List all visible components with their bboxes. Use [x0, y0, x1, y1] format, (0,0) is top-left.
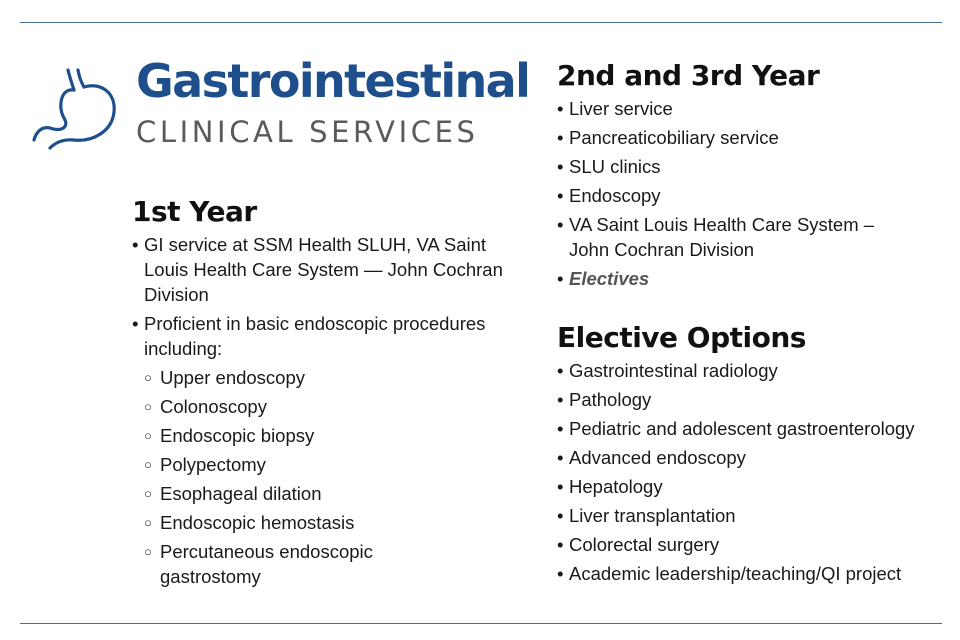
first-year-section [132, 196, 512, 589]
bullet-icon: • [557, 389, 564, 410]
elective-options-section [557, 322, 937, 586]
elective-options-list [557, 358, 937, 586]
brand-subtitle: CLINICAL SERVICES [136, 115, 479, 149]
sub-list-item: ○ Esophageal dilation [144, 483, 322, 504]
hollow-bullet-icon: ○ [144, 515, 152, 530]
brand-title: Gastrointestinal [136, 54, 530, 108]
sub-list-item: ○ Endoscopic biopsy [144, 425, 315, 446]
bottom-divider [20, 623, 942, 624]
hollow-bullet-icon: ○ [144, 486, 152, 501]
list-item: • Proficient in basic endoscopic procedures including: [132, 313, 486, 359]
first-year-list [132, 232, 512, 589]
list-item: • Liver service [557, 98, 673, 119]
bullet-icon: • [557, 156, 564, 177]
list-item: • GI service at SSM Health SLUH, VA Saint Louis Health Care System — John Cochran Division [132, 234, 503, 305]
sub-list-item: ○ Endoscopic hemostasis [144, 512, 355, 533]
list-item: • Pathology [557, 389, 652, 410]
bullet-icon: • [132, 234, 139, 255]
bullet-icon: • [557, 563, 564, 584]
list-item: • Advanced endoscopy [557, 447, 746, 468]
list-item: • Pancreaticobiliary service [557, 127, 779, 148]
stomach-icon [30, 66, 122, 158]
list-item: • Pediatric and adolescent gastroenterology [557, 418, 915, 439]
hollow-bullet-icon: ○ [144, 399, 152, 414]
bullet-icon: • [557, 534, 564, 555]
list-item: • Endoscopy [557, 185, 661, 206]
sub-list-item: ○ Upper endoscopy [144, 367, 306, 388]
list-item: • Liver transplantation [557, 505, 736, 526]
hollow-bullet-icon: ○ [144, 544, 152, 559]
top-divider [20, 22, 942, 23]
bullet-icon: • [557, 447, 564, 468]
first-year-heading: 1st Year [132, 195, 257, 228]
list-item: • Gastrointestinal radiology [557, 360, 778, 381]
list-item: • Hepatology [557, 476, 663, 497]
list-item: • Academic leadership/teaching/QI project [557, 563, 902, 584]
bullet-icon: • [557, 268, 564, 289]
sub-list-item: ○ Polypectomy [144, 454, 266, 475]
hollow-bullet-icon: ○ [144, 457, 152, 472]
list-item: • SLU clinics [557, 156, 661, 177]
bullet-icon: • [557, 214, 564, 235]
bullet-icon: • [557, 476, 564, 497]
sub-list-item: ○ Colonoscopy [144, 396, 267, 417]
bullet-icon: • [557, 418, 564, 439]
elective-options-heading: Elective Options [557, 321, 806, 354]
second-third-year-heading: 2nd and 3rd Year [557, 59, 820, 92]
bullet-icon: • [557, 185, 564, 206]
bullet-icon: • [557, 98, 564, 119]
list-item: • VA Saint Louis Health Care System – John Cochran Division [557, 214, 875, 260]
bullet-icon: • [557, 505, 564, 526]
hollow-bullet-icon: ○ [144, 428, 152, 443]
bullet-icon: • [132, 313, 139, 334]
list-item-electives: • Electives [557, 268, 650, 289]
second-third-year-list [557, 96, 937, 291]
bullet-icon: • [557, 127, 564, 148]
list-item: • Colorectal surgery [557, 534, 720, 555]
hollow-bullet-icon: ○ [144, 370, 152, 385]
bullet-icon: • [557, 360, 564, 381]
sub-list-item: ○ Percutaneous endoscopic gastrostomy [144, 541, 373, 587]
second-third-year-section [557, 60, 937, 291]
